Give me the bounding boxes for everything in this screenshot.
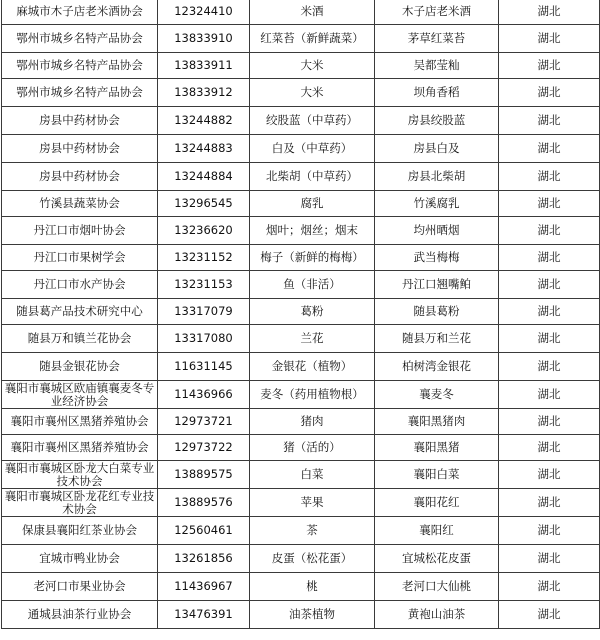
registration-number-cell: 13476391 xyxy=(158,601,250,629)
association-cell: 老河口市果业协会 xyxy=(2,573,158,601)
registration-number-cell: 13833911 xyxy=(158,53,250,79)
association-cell: 随县葛产品技术研究中心 xyxy=(2,299,158,325)
table-row xyxy=(2,79,600,107)
association-cell: 随县万和镇兰花协会 xyxy=(2,325,158,353)
province-cell: 湖北 xyxy=(499,271,600,299)
product-cell: 大米 xyxy=(250,79,375,107)
association-cell: 保康县襄阳红茶业协会 xyxy=(2,517,158,545)
province-cell: 湖北 xyxy=(499,0,600,25)
table-row xyxy=(2,381,600,409)
association-cell: 丹江口市果树学会 xyxy=(2,245,158,271)
product-cell: 绞股蓝（中草药） xyxy=(250,107,375,135)
association-cell: 丹江口市水产协会 xyxy=(2,271,158,299)
registration-number-cell: 13231153 xyxy=(158,271,250,299)
association-cell: 襄阳市襄州区黑猪养殖协会 xyxy=(2,409,158,435)
geographic-indication-cell: 襄阳红 xyxy=(375,517,499,545)
registration-number-cell: 13833910 xyxy=(158,25,250,53)
product-cell: 梅子（新鲜的梅梅） xyxy=(250,245,375,271)
association-cell: 鄂州市城乡名特产品协会 xyxy=(2,25,158,53)
product-cell: 大米 xyxy=(250,53,375,79)
registration-number-cell: 11436966 xyxy=(158,381,250,409)
association-cell: 丹江口市烟叶协会 xyxy=(2,217,158,245)
province-cell: 湖北 xyxy=(499,601,600,629)
product-cell: 红菜苔（新鲜蔬菜） xyxy=(250,25,375,53)
registration-number-cell: 11631145 xyxy=(158,353,250,381)
geographic-indication-cell: 襄阳白菜 xyxy=(375,461,499,489)
province-cell: 湖北 xyxy=(499,353,600,381)
geographic-indication-cell: 房县绞股蓝 xyxy=(375,107,499,135)
table-row xyxy=(2,489,600,517)
registration-number-cell: 13317080 xyxy=(158,325,250,353)
product-cell: 白菜 xyxy=(250,461,375,489)
table-row xyxy=(2,299,600,325)
registration-number-cell: 13833912 xyxy=(158,79,250,107)
geographic-indication-cell: 均州晒烟 xyxy=(375,217,499,245)
product-cell: 皮蛋（松花蛋） xyxy=(250,545,375,573)
association-cell: 随县金银花协会 xyxy=(2,353,158,381)
product-cell: 烟叶；烟丝；烟末 xyxy=(250,217,375,245)
registration-number-cell: 12973722 xyxy=(158,435,250,461)
registration-number-cell: 12324410 xyxy=(158,0,250,25)
province-cell: 湖北 xyxy=(499,135,600,163)
association-cell: 襄阳市襄城区卧龙大白菜专业技术协会 xyxy=(2,461,158,489)
geographic-indication-cell: 随县万和兰花 xyxy=(375,325,499,353)
geographic-indication-cell: 武当梅梅 xyxy=(375,245,499,271)
province-cell: 湖北 xyxy=(499,435,600,461)
province-cell: 湖北 xyxy=(499,53,600,79)
geographic-indication-cell: 襄麦冬 xyxy=(375,381,499,409)
registration-number-cell: 12560461 xyxy=(158,517,250,545)
association-cell: 房县中药材协会 xyxy=(2,163,158,191)
registration-number-cell: 13244883 xyxy=(158,135,250,163)
table-row xyxy=(2,573,600,601)
association-cell: 襄阳市襄城区欧庙镇襄麦冬专业经济协会 xyxy=(2,381,158,409)
geographic-indication-cell: 茅草红菜苔 xyxy=(375,25,499,53)
table-row xyxy=(2,545,600,573)
province-cell: 湖北 xyxy=(499,573,600,601)
province-cell: 湖北 xyxy=(499,381,600,409)
geographic-indication-cell: 黄袍山油茶 xyxy=(375,601,499,629)
association-cell: 房县中药材协会 xyxy=(2,107,158,135)
registration-number-cell: 13244884 xyxy=(158,163,250,191)
table-row xyxy=(2,325,600,353)
registration-number-cell: 11436967 xyxy=(158,573,250,601)
association-cell: 鄂州市城乡名特产品协会 xyxy=(2,79,158,107)
product-cell: 桃 xyxy=(250,573,375,601)
geographic-indication-cell: 襄阳花红 xyxy=(375,489,499,517)
association-cell: 襄阳市襄城区卧龙花红专业技术协会 xyxy=(2,489,158,517)
product-cell: 茶 xyxy=(250,517,375,545)
trademark-table xyxy=(1,0,600,629)
product-cell: 鱼（非活） xyxy=(250,271,375,299)
province-cell: 湖北 xyxy=(499,517,600,545)
geographic-indication-cell: 竹溪腐乳 xyxy=(375,191,499,217)
table-row xyxy=(2,163,600,191)
association-cell: 宜城市鸭业协会 xyxy=(2,545,158,573)
province-cell: 湖北 xyxy=(499,545,600,573)
registration-number-cell: 12973721 xyxy=(158,409,250,435)
association-cell: 通城县油茶行业协会 xyxy=(2,601,158,629)
geographic-indication-cell: 柏树湾金银花 xyxy=(375,353,499,381)
geographic-indication-cell: 木子店老米酒 xyxy=(375,0,499,25)
product-cell: 油茶植物 xyxy=(250,601,375,629)
registration-number-cell: 13296545 xyxy=(158,191,250,217)
province-cell: 湖北 xyxy=(499,191,600,217)
province-cell: 湖北 xyxy=(499,79,600,107)
product-cell: 腐乳 xyxy=(250,191,375,217)
table-row xyxy=(2,353,600,381)
province-cell: 湖北 xyxy=(499,461,600,489)
table-row xyxy=(2,135,600,163)
registration-number-cell: 13317079 xyxy=(158,299,250,325)
table-row xyxy=(2,601,600,629)
province-cell: 湖北 xyxy=(499,325,600,353)
province-cell: 湖北 xyxy=(499,163,600,191)
table-row xyxy=(2,409,600,435)
product-cell: 猪肉 xyxy=(250,409,375,435)
product-cell: 米酒 xyxy=(250,0,375,25)
province-cell: 湖北 xyxy=(499,409,600,435)
table-row xyxy=(2,0,600,25)
geographic-indication-cell: 宜城松花皮蛋 xyxy=(375,545,499,573)
table-row xyxy=(2,25,600,53)
province-cell: 湖北 xyxy=(499,489,600,517)
association-cell: 竹溪县蔬菜协会 xyxy=(2,191,158,217)
registration-number-cell: 13261856 xyxy=(158,545,250,573)
registration-number-cell: 13889575 xyxy=(158,461,250,489)
table-row xyxy=(2,461,600,489)
table-row xyxy=(2,53,600,79)
geographic-indication-cell: 房县北柴胡 xyxy=(375,163,499,191)
product-cell: 麦冬（药用植物根） xyxy=(250,381,375,409)
table-body xyxy=(2,0,600,629)
association-cell: 房县中药材协会 xyxy=(2,135,158,163)
registration-number-cell: 13236620 xyxy=(158,217,250,245)
table-row xyxy=(2,191,600,217)
geographic-indication-cell: 随县葛粉 xyxy=(375,299,499,325)
association-cell: 襄阳市襄州区黑猪养殖协会 xyxy=(2,435,158,461)
table-row xyxy=(2,217,600,245)
product-cell: 北柴胡（中草药） xyxy=(250,163,375,191)
table-row xyxy=(2,107,600,135)
geographic-indication-cell: 房县白及 xyxy=(375,135,499,163)
geographic-indication-cell: 吴都莹籼 xyxy=(375,53,499,79)
registration-number-cell: 13889576 xyxy=(158,489,250,517)
table-row xyxy=(2,271,600,299)
province-cell: 湖北 xyxy=(499,25,600,53)
province-cell: 湖北 xyxy=(499,217,600,245)
geographic-indication-cell: 坝角香稻 xyxy=(375,79,499,107)
geographic-indication-cell: 丹江口翘嘴鲌 xyxy=(375,271,499,299)
registration-number-cell: 13231152 xyxy=(158,245,250,271)
association-cell: 麻城市木子店老米酒协会 xyxy=(2,0,158,25)
registration-number-cell: 13244882 xyxy=(158,107,250,135)
product-cell: 金银花（植物） xyxy=(250,353,375,381)
product-cell: 白及（中草药） xyxy=(250,135,375,163)
table-row xyxy=(2,517,600,545)
province-cell: 湖北 xyxy=(499,245,600,271)
association-cell: 鄂州市城乡名特产品协会 xyxy=(2,53,158,79)
table-row xyxy=(2,435,600,461)
product-cell: 葛粉 xyxy=(250,299,375,325)
geographic-indication-cell: 老河口大仙桃 xyxy=(375,573,499,601)
province-cell: 湖北 xyxy=(499,107,600,135)
table-row xyxy=(2,245,600,271)
product-cell: 兰花 xyxy=(250,325,375,353)
geographic-indication-cell: 襄阳黑猪肉 xyxy=(375,409,499,435)
geographic-indication-cell: 襄阳黑猪 xyxy=(375,435,499,461)
product-cell: 猪（活的） xyxy=(250,435,375,461)
province-cell: 湖北 xyxy=(499,299,600,325)
product-cell: 苹果 xyxy=(250,489,375,517)
